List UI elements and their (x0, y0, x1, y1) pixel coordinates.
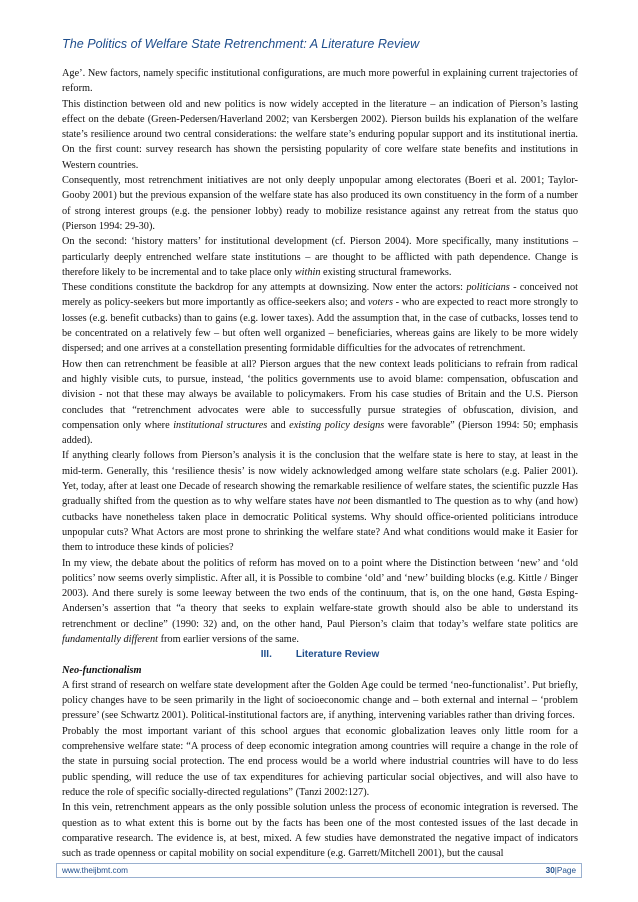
paragraph-text: Age’. New factors, namely specific institutional configurations, are much more powerful in explaining current trajectories of reform. (62, 68, 578, 95)
paragraph-text: How then can retrenchment be feasible at all? Pierson argues that the new context leads politicians to refrain from radical and highly visible cuts, to pursue, instead, ‘the politics governments use to avoid blame: compensation, obfuscation and division - not that these may always be available to policymakers. From his case studies of Britain and the U.S. Pierson concludes that “retrenchment advocates were able to successfully pursue strategies of obfuscation, division, and compensation only where (62, 358, 578, 431)
paragraph-text: Probably the most important variant of this school argues that economic globalization leaves only little room for a comprehensive welfare state: “A process of deep economic integration among countries will require a change in the role of the state in pursuing social protection. The end process would be a world where industrial countries will have to do less public spending, will reduce the use of tax expenditures for achieving particular social objectives, and will also have to reduce the role of specific socially-directed regulations” (Tanzi 2002:127). (62, 725, 578, 798)
paragraph-text: - who are expected to react more strongly to losses (e.g. benefit cutbacks) than to gains (e.g. lower taxes). Add the assumption that, in the case of cutbacks, losses tend to be concentrated on a relatively few – but often well organized – beneficiaries, whereas gains are likely to be more widely dispersed; and one arrives at a constellation presenting formidable difficulties for the advocates of retrenchment. (62, 297, 578, 355)
page-footer (56, 863, 582, 878)
paragraph (62, 280, 578, 356)
paragraph-text: If anything clearly follows from Pierson’s analysis it is the conclusion that the welfare state is here to stay, at least in the mid-term. Generally, this ‘resilience thesis’ is now widely acknowledged among welfare state scholars (e.g. Palier 2001). Yet, today, after at least one Decade of research showing the remarkable resilience of welfare states, the scientific puzzle Has gradually shifted from the question as to why welfare states have (62, 450, 578, 508)
paragraph (62, 173, 578, 234)
section-title: Literature Review (295, 649, 380, 661)
paragraph (62, 556, 578, 648)
paragraphs-before-section (62, 66, 578, 647)
emphasis-text: fundamentally different (62, 633, 158, 645)
paragraph-text: and (267, 419, 290, 431)
paragraph (62, 66, 578, 97)
paragraph (62, 234, 578, 280)
paragraph-text: from earlier versions of the same. (158, 633, 299, 645)
footer-page-label (546, 866, 576, 875)
emphasis-text: existing policy designs (289, 419, 385, 431)
paragraph (62, 678, 578, 724)
emphasis-text: within (294, 266, 321, 278)
paragraphs-after-section (62, 678, 578, 862)
paragraph-text: Consequently, most retrenchment initiatives are not only deeply unpopular among electorates (Boeri et al. 2001; Taylor-Gooby 2001) but the previous expansion of the welfare state has also produced its own constituency in the form of a number of strong interest groups (e.g. the pensioner lobby) ready to mobilize resistance against any retreat from the status quo (Pierson 1994: 29-30). (62, 175, 578, 232)
paragraph-text: A first strand of research on welfare state development after the Golden Age could be termed ‘neo-functionalist’. Put briefly, policy changes have to be seen primarily in the light of socioeconomic change and – both external and internal – ‘problem pressure’ (see Schwartz 2001). Political-institutional factors are, if anything, intervening variables rather than driving forces. (62, 679, 578, 722)
paragraph-text: These conditions constitute the backdrop for any attempts at downsizing. Now enter the actors: (62, 282, 467, 294)
body-text (62, 66, 578, 861)
paragraph-text: On the second: ‘history matters’ for institutional development (cf. Pierson 2004). More specifically, many institutions – particularly deeply entrenched welfare state institutions – are thought to be afflicted with path dependence. Change is therefore likely to be incremental and to take place only (62, 236, 578, 278)
paragraph-text: In my view, the debate about the politics of reform has moved on to a point where the Distinction between ‘new’ and ‘old politics’ now seems overly simplistic. After all, it is Possible to combine ‘old’ and ‘new’ building blocks (e.g. Kittle / Binger 2003). And there surely is some leeway between the two ends of the continuum, that is, on the one hand, Gøsta Esping-Andersen’s assertion that “a theory that seeks to explain welfare-state growth should also be able to understand its retrenchment or decline” (1990: 32) and, on the other hand, Paul Pierson’s claim that today’s welfare state politics are (62, 557, 578, 630)
paragraph (62, 448, 578, 555)
emphasis-text: politicians (466, 282, 510, 294)
paragraph-text: This distinction between old and new politics is now widely accepted in the literature – an indication of Pierson’s lasting effect on the debate (Green-Pedersen/Haverland 2002; van Kersbergen 2002). Pierson builds his explanation of the welfare state’s resilience around two central considerations: the welfare state’s enduring popular support and its institutional inertia. On the first count: survey research has shown the persisting popularity of core welfare state benefits and institutions in Western countries. (62, 98, 578, 171)
paragraph (62, 724, 578, 800)
paragraph (62, 97, 578, 173)
page-number: 30 (545, 865, 555, 875)
subheading: Neo-functionalism (62, 664, 142, 676)
paragraph-text: existing structural frameworks. (320, 266, 452, 278)
paragraph (62, 357, 578, 449)
section-heading (62, 647, 578, 662)
footer-url[interactable]: www.theijbmt.com (62, 865, 128, 875)
emphasis-text: voters (367, 297, 393, 309)
emphasis-text: not (337, 496, 351, 508)
paragraph-text: been dismantled to The question as to why (and how) cutbacks have nonetheless taken place in democratic Political systems. Why should office-oriented politicians introduce unpopular cuts? What Actors are most prone to shrinking the welfare state? And what conditions would make it Easier for them to introduce these kinds of policies? (62, 496, 578, 554)
paragraph (62, 800, 578, 861)
paragraph-text: - conceived not merely as policy-seekers but more importantly as office-seekers also; and (62, 282, 578, 309)
paragraph-text: In this vein, retrenchment appears as the only possible solution unless the process of economic integration is reversed. The question as to what extent this is borne out by the facts has been one of the most contested issues of the last decade in comparative research. The evidence is, at best, mixed. A few studies have demonstrated the negative impact of indicators such as trade openness or capital mobility on social expenditure (e.g. Garrett/Mitchell 2001), but the causal (62, 802, 578, 860)
running-header: The Politics of Welfare State Retrenchment: A Literature Review (62, 37, 420, 51)
section-number: III. (260, 649, 272, 661)
emphasis-text: institutional structures (173, 419, 268, 431)
paragraph-text: were favorable” (Pierson 1994: 50; emphasis added). (62, 419, 579, 447)
page-suffix: |Page (554, 865, 576, 875)
